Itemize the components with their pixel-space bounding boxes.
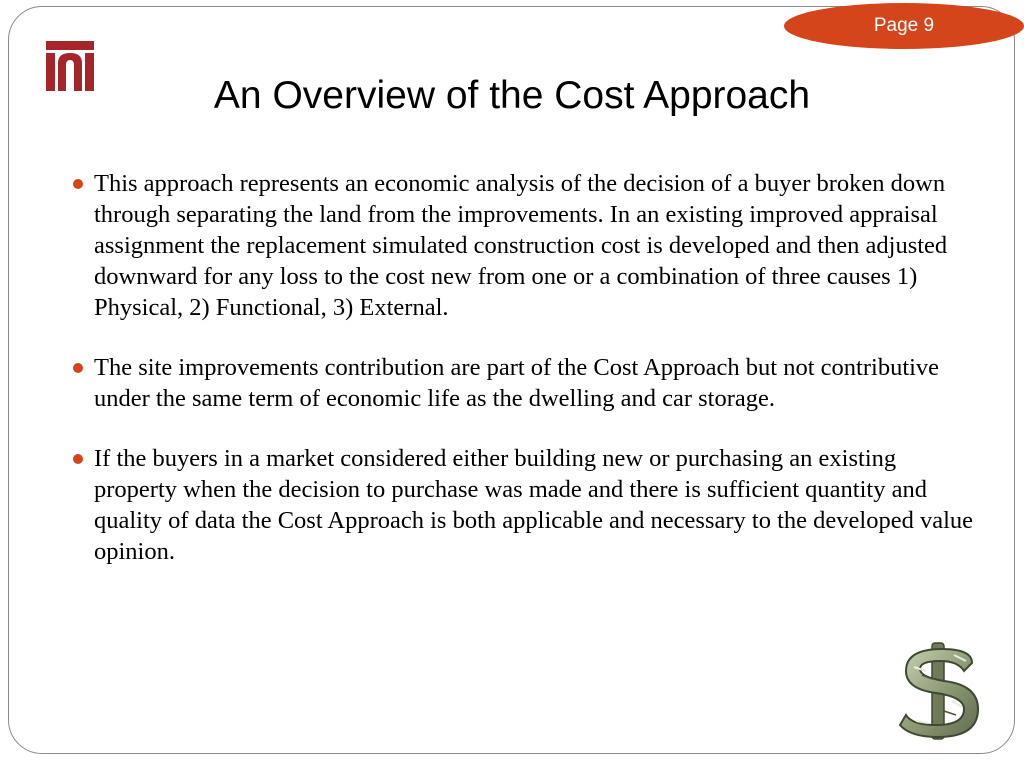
slide-title: An Overview of the Cost Approach [213, 74, 811, 117]
bullet-text: This approach represents an economic analysis of the decision of a buyer broken down through separating the land from the improvements. In an existing improved appraisal assignment the replacement simulated construction cost is developed and then adjusted downward for any loss to the cost new from one or a combination of three causes 1) Physical, 2) Functional, 3) External. [94, 170, 948, 321]
bullet-item [94, 352, 974, 414]
bullet-item [94, 443, 974, 567]
bullet-list [94, 168, 974, 596]
bullet-dot-icon [73, 454, 83, 464]
bullet-dot-icon [73, 363, 83, 373]
bullet-text: The site improvements contribution are part of the Cost Approach but not contributive under the same term of economic life as the dwelling and car storage. [94, 354, 940, 412]
bullet-text: If the buyers in a market considered either building new or purchasing an existing property when the decision to purchase was made and there is sufficient quantity and quality of data the Cost Approach is both applicable and necessary to the developed value opinion. [94, 445, 974, 565]
page-number-label: Page 9 [873, 15, 935, 36]
bullet-dot-icon [73, 179, 83, 189]
bullet-item [94, 168, 974, 323]
page-number-badge [784, 3, 1024, 49]
money-dollar-sign-icon [892, 641, 984, 741]
